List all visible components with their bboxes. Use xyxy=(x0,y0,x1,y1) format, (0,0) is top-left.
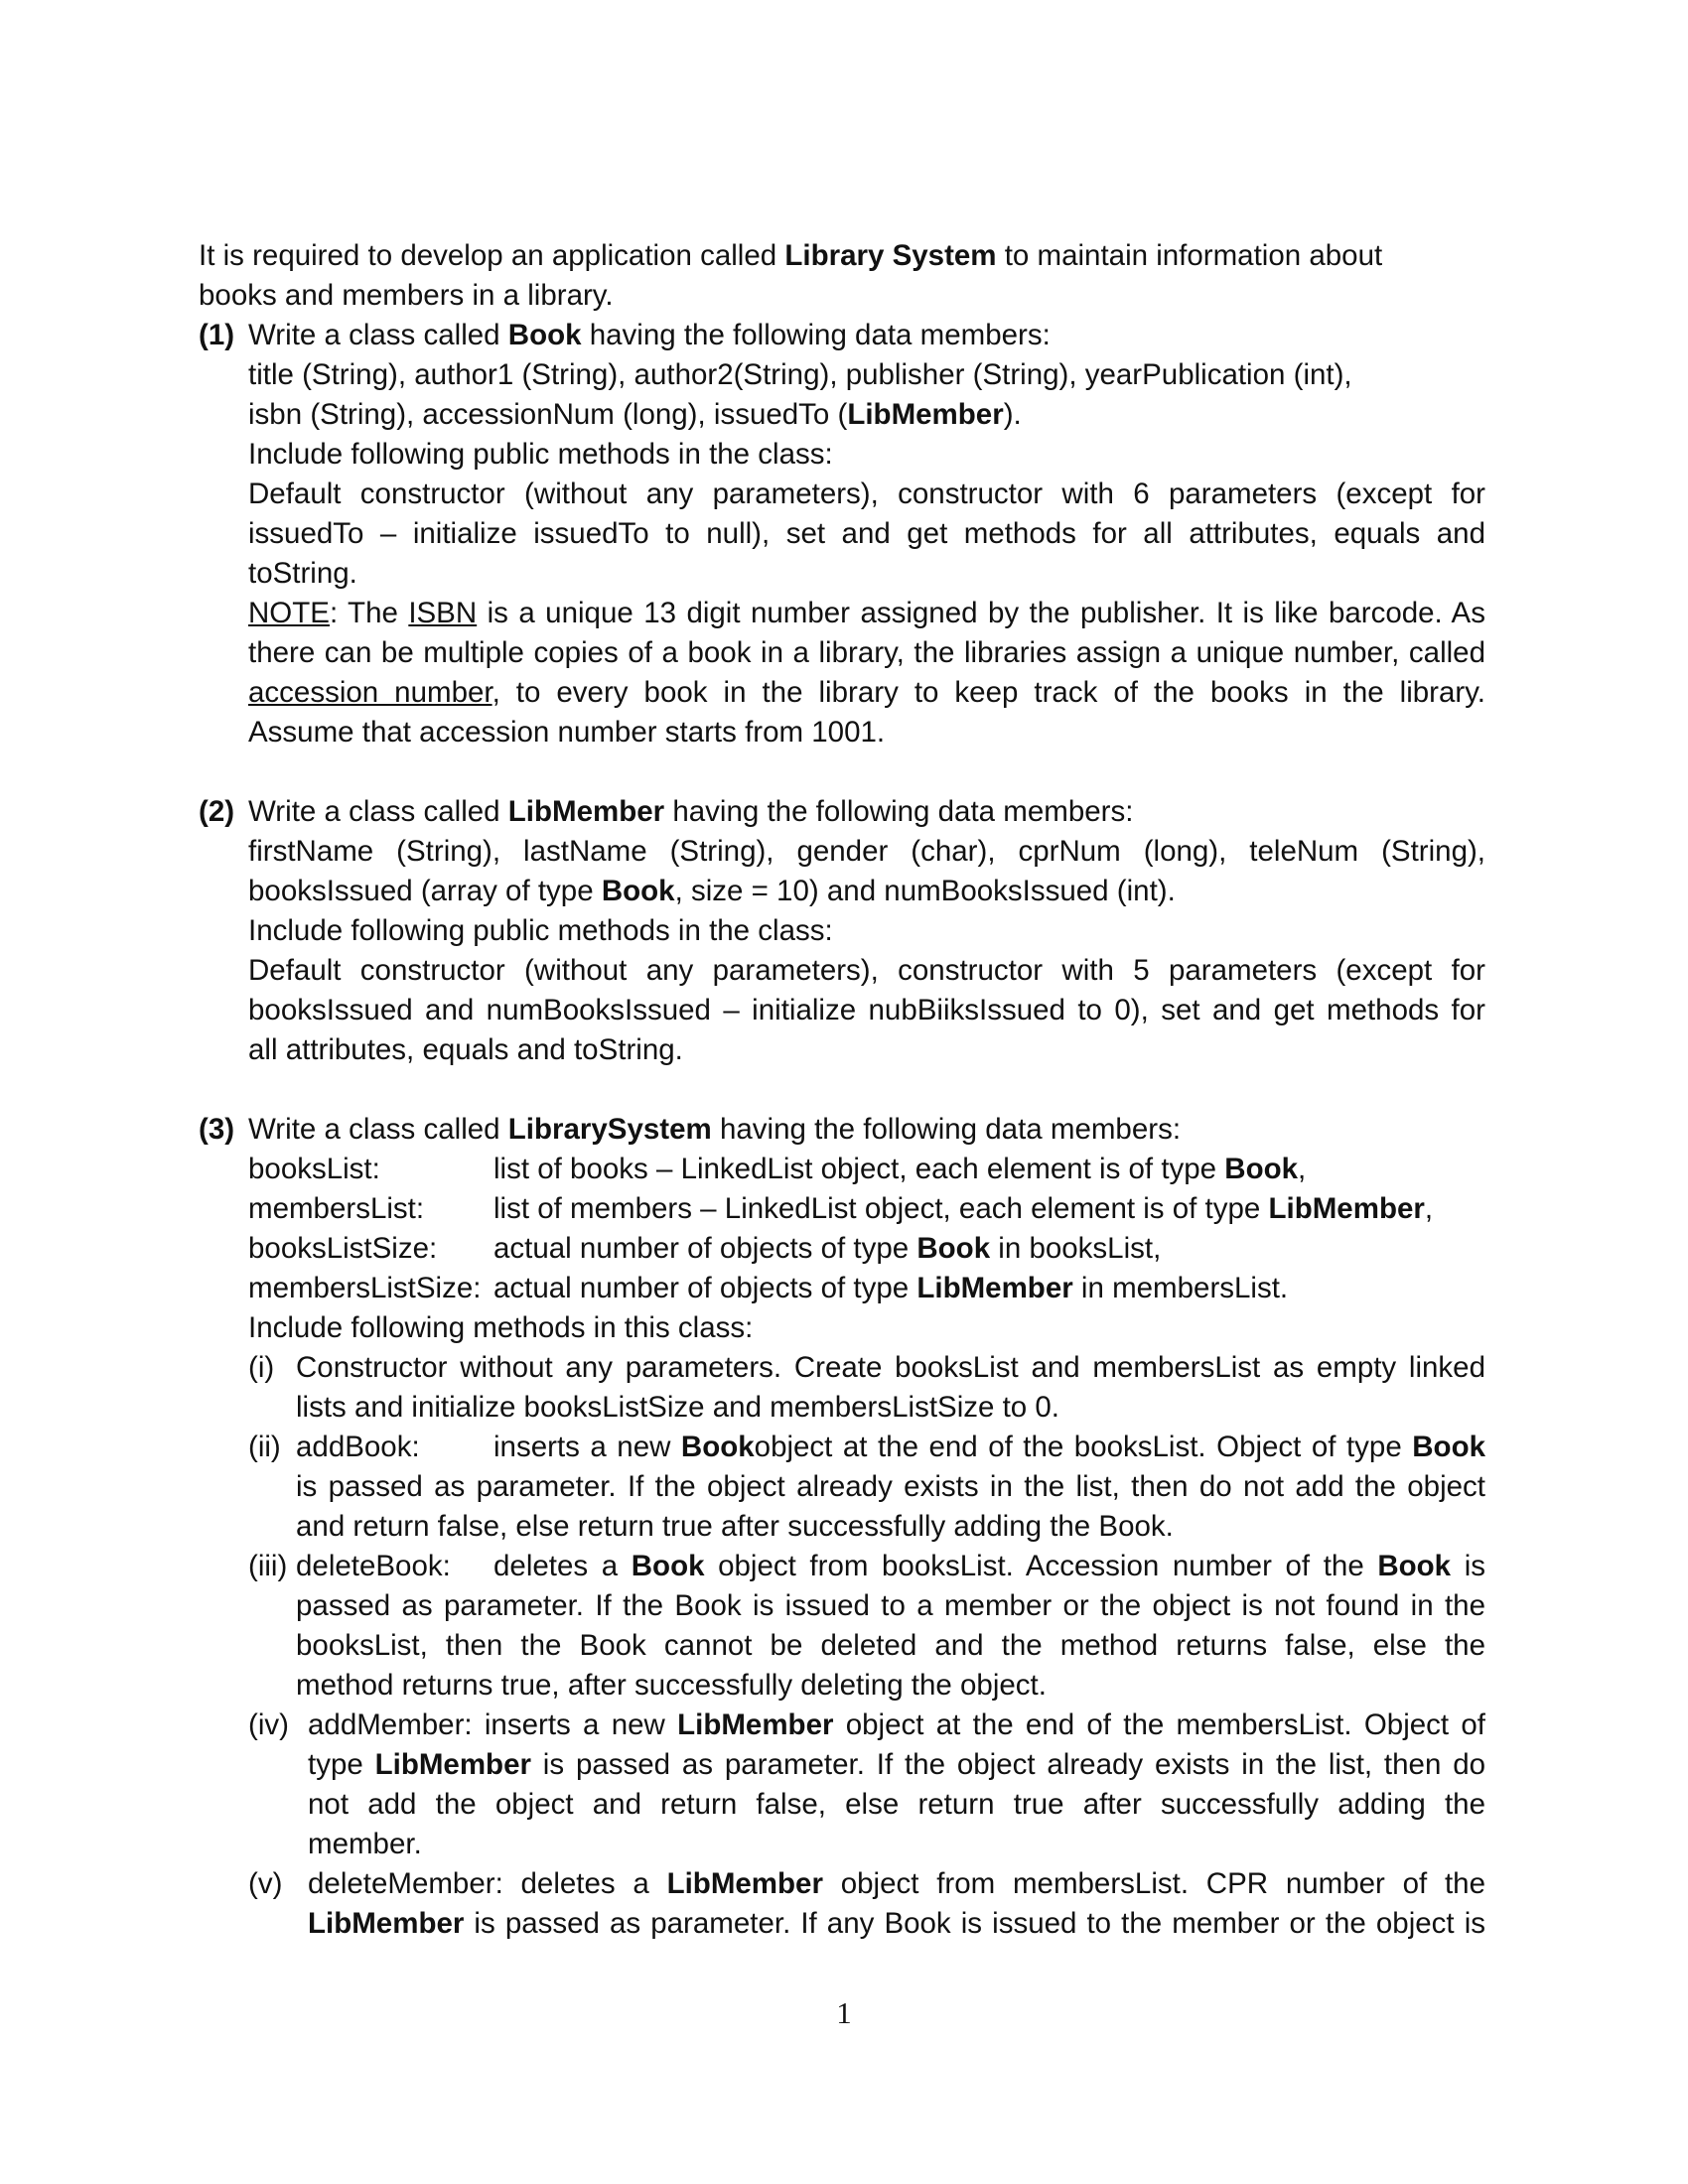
section-2-line-5: Default constructor (without any parameters), constructor with 5 parameters (except for xyxy=(248,954,1485,987)
field-desc-memberslistsize: actual number of objects of type LibMember in membersList. xyxy=(493,1272,1289,1304)
section-1-number: (1) xyxy=(199,319,235,351)
section-2-line-3: booksIssued (array of type Book, size = 10) and numBooksIssued (int). xyxy=(248,875,1176,907)
section-1-line-3: isbn (String), accessionNum (long), issuedTo (LibMember). xyxy=(248,398,1022,431)
section-1-line-7: toString. xyxy=(248,557,357,590)
section-2-line-1: Write a class called LibMember having the following data members: xyxy=(248,795,1134,828)
method-5-number: (v) xyxy=(248,1867,283,1900)
method-1-line-2: lists and initialize booksListSize and membersListSize to 0. xyxy=(296,1391,1060,1424)
field-desc-bookslistsize: actual number of objects of type Book in booksList, xyxy=(493,1232,1162,1265)
method-4-number: (iv) xyxy=(248,1708,289,1741)
field-name-bookslistsize: booksListSize: xyxy=(248,1232,438,1265)
section-1-note-line-3: accession number, to every book in the library to keep track of the books in the library. xyxy=(248,676,1485,709)
method-4-line-3: not add the object and return false, else return true after successfully adding the xyxy=(308,1788,1485,1821)
field-desc-bookslist: list of books – LinkedList object, each element is of type Book, xyxy=(493,1153,1307,1185)
method-2-number: (ii) xyxy=(248,1431,281,1463)
field-desc-memberslist: list of members – LinkedList object, each element is of type LibMember, xyxy=(493,1192,1434,1225)
method-3-line-2: passed as parameter. If the Book is issued to a member or the object is not found in the xyxy=(296,1589,1485,1622)
method-3-number: (iii) xyxy=(248,1550,288,1582)
section-1-line-2: title (String), author1 (String), author2(String), publisher (String), yearPublication (int), xyxy=(248,358,1352,391)
method-4-line-1: addMember: inserts a new LibMember object at the end of the membersList. Object of xyxy=(308,1708,1485,1741)
field-name-memberslist: membersList: xyxy=(248,1192,425,1225)
method-4-line-4: member. xyxy=(308,1828,422,1860)
method-2-line-3: and return false, else return true after successfully adding the Book. xyxy=(296,1510,1174,1543)
section-2-line-4: Include following public methods in the class: xyxy=(248,914,833,947)
method-2-line-1: inserts a new Bookobject at the end of the booksList. Object of type Book xyxy=(493,1431,1485,1463)
method-2-line-2: is passed as parameter. If the object already exists in the list, then do not add the object xyxy=(296,1470,1485,1503)
section-1-note-line-2: there can be multiple copies of a book in a library, the libraries assign a unique number, called xyxy=(248,636,1485,669)
section-1-line-1: Write a class called Book having the following data members: xyxy=(248,319,1051,351)
method-1-line-1: Constructor without any parameters. Create booksList and membersList as empty linked xyxy=(296,1351,1485,1384)
section-1-line-5: Default constructor (without any parameters), constructor with 6 parameters (except for xyxy=(248,478,1485,510)
intro-line-2: books and members in a library. xyxy=(199,279,614,312)
method-1-number: (i) xyxy=(248,1351,275,1384)
method-4-line-2: type LibMember is passed as parameter. If the object already exists in the list, then do xyxy=(308,1748,1486,1781)
section-3-number: (3) xyxy=(199,1113,235,1146)
method-5-line-2: LibMember is passed as parameter. If any Book is issued to the member or the object is xyxy=(308,1907,1485,1940)
section-2-line-2: firstName (String), lastName (String), gender (char), cprNum (long), teleNum (String), xyxy=(248,835,1485,868)
method-5-line-1: deleteMember: deletes a LibMember object from membersList. CPR number of the xyxy=(308,1867,1485,1900)
method-3-line-4: method returns true, after successfully deleting the object. xyxy=(296,1669,1047,1702)
section-2-line-7: all attributes, equals and toString. xyxy=(248,1033,683,1066)
field-name-bookslist: booksList: xyxy=(248,1153,380,1185)
section-3-line-1: Write a class called LibrarySystem having the following data members: xyxy=(248,1113,1182,1146)
intro-line-1: It is required to develop an application called Library System to maintain information about xyxy=(199,239,1383,272)
section-2-line-6: booksIssued and numBooksIssued – initialize nubBiiksIssued to 0), set and get methods for xyxy=(248,994,1485,1026)
section-1-note-line-4: Assume that accession number starts from 1001. xyxy=(248,716,886,749)
section-2-number: (2) xyxy=(199,795,235,828)
method-3-name: deleteBook: xyxy=(296,1550,451,1582)
page-number: 1 xyxy=(836,1995,852,2030)
section-3-methods-intro: Include following methods in this class: xyxy=(248,1311,754,1344)
section-1-line-6: issuedTo – initialize issuedTo to null), set and get methods for all attributes, equals and xyxy=(248,517,1485,550)
method-2-name: addBook: xyxy=(296,1431,420,1463)
method-3-line-3: booksList, then the Book cannot be deleted and the method returns false, else the xyxy=(296,1629,1485,1662)
section-1-line-4: Include following public methods in the class: xyxy=(248,438,833,471)
section-1-note-line-1: NOTE: The ISBN is a unique 13 digit number assigned by the publisher. It is like barcode. As xyxy=(248,597,1485,629)
method-3-line-1: deletes a Book object from booksList. Accession number of the Book is xyxy=(493,1550,1486,1582)
field-name-memberslistsize: membersListSize: xyxy=(248,1272,482,1304)
